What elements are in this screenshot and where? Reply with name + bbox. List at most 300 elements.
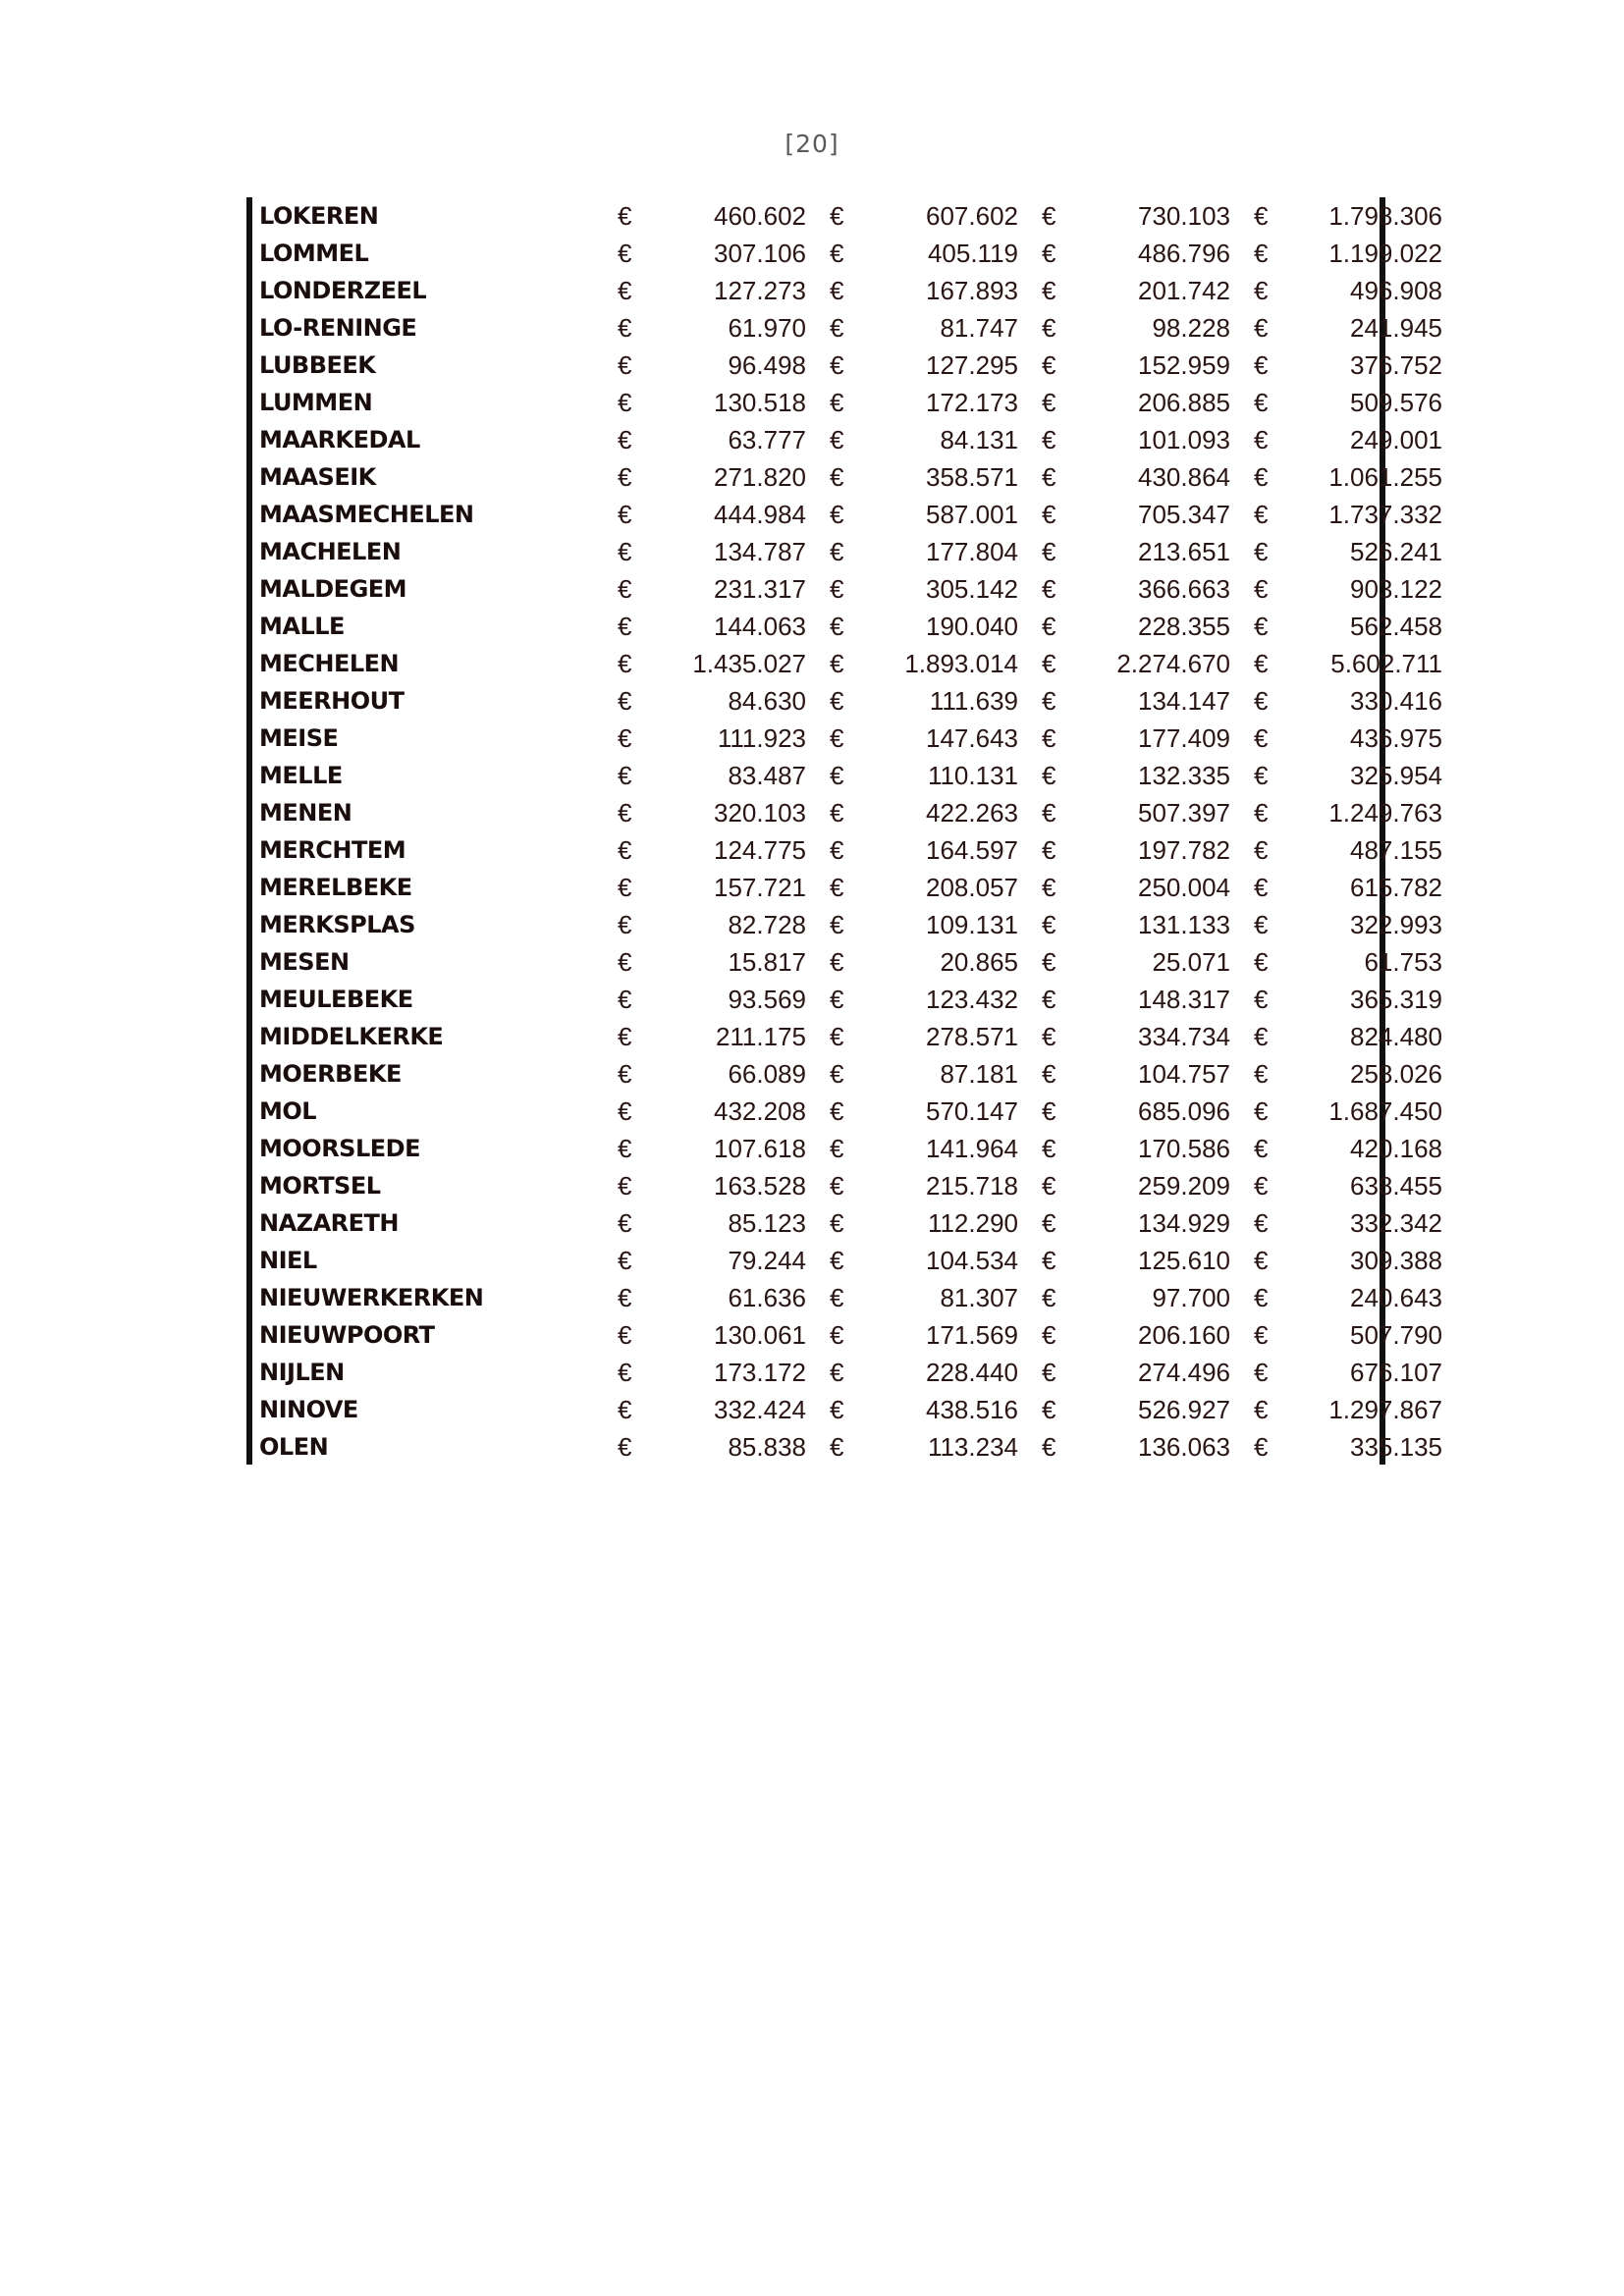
amount-column-1: 63.777 xyxy=(728,425,806,454)
euro-sign: € xyxy=(618,1432,632,1462)
amount-column-2: 405.119 xyxy=(927,239,1018,268)
euro-sign: € xyxy=(1042,761,1056,790)
amount-column-1: 79.244 xyxy=(728,1246,806,1275)
municipality-name: MAASEIK xyxy=(259,463,376,491)
municipality-name: MENEN xyxy=(259,799,352,827)
amount-column-4: 676.107 xyxy=(1350,1358,1442,1387)
table-row xyxy=(252,458,1456,496)
euro-sign: € xyxy=(1254,574,1269,604)
euro-sign: € xyxy=(618,723,632,753)
amount-column-4: 615.782 xyxy=(1350,873,1442,902)
amount-column-2: 171.569 xyxy=(926,1320,1018,1350)
amount-column-4: 376.752 xyxy=(1350,350,1442,380)
municipality-name: NIEL xyxy=(259,1247,317,1274)
amount-column-4: 309.388 xyxy=(1350,1246,1442,1275)
amount-column-4: 487.155 xyxy=(1350,835,1442,865)
table-row xyxy=(252,682,1456,720)
euro-sign: € xyxy=(618,1246,632,1275)
amount-column-2: 110.131 xyxy=(927,761,1018,790)
euro-sign: € xyxy=(1042,276,1056,305)
euro-sign: € xyxy=(1042,649,1056,678)
amount-column-1: 332.424 xyxy=(714,1395,806,1424)
amount-column-2: 147.643 xyxy=(926,723,1018,753)
euro-sign: € xyxy=(1254,462,1269,492)
euro-sign: € xyxy=(830,574,844,604)
euro-sign: € xyxy=(1254,1022,1269,1051)
euro-sign: € xyxy=(1254,649,1269,678)
euro-sign: € xyxy=(1042,1171,1056,1201)
euro-sign: € xyxy=(1254,1320,1269,1350)
amount-column-1: 307.106 xyxy=(714,239,806,268)
amount-column-1: 85.838 xyxy=(728,1432,806,1462)
table-row xyxy=(252,1018,1456,1055)
table-row xyxy=(252,1428,1456,1466)
amount-column-2: 358.571 xyxy=(926,462,1018,492)
table-row xyxy=(252,235,1456,272)
euro-sign: € xyxy=(1254,1432,1269,1462)
amount-column-3: 134.147 xyxy=(1138,686,1230,716)
municipality-name: LUMMEN xyxy=(259,389,373,416)
euro-sign: € xyxy=(830,1395,844,1424)
euro-sign: € xyxy=(1042,1283,1056,1312)
amount-column-3: 125.610 xyxy=(1138,1246,1230,1275)
euro-sign: € xyxy=(1254,947,1269,977)
euro-sign: € xyxy=(1042,1022,1056,1051)
amount-column-2: 109.131 xyxy=(926,910,1018,939)
amount-column-3: 507.397 xyxy=(1138,798,1230,828)
euro-sign: € xyxy=(1254,1395,1269,1424)
euro-sign: € xyxy=(618,462,632,492)
euro-sign: € xyxy=(1254,1358,1269,1387)
euro-sign: € xyxy=(1042,1432,1056,1462)
table-row xyxy=(252,1093,1456,1130)
euro-sign: € xyxy=(1254,612,1269,641)
euro-sign: € xyxy=(830,1208,844,1238)
euro-sign: € xyxy=(618,835,632,865)
table-row xyxy=(252,608,1456,645)
amount-column-4: 365.319 xyxy=(1350,985,1442,1014)
euro-sign: € xyxy=(1254,313,1269,343)
euro-sign: € xyxy=(1254,835,1269,865)
euro-sign: € xyxy=(830,947,844,977)
amount-column-4: 903.122 xyxy=(1350,574,1442,604)
amount-column-2: 112.290 xyxy=(927,1208,1018,1238)
municipality-name: MAASMECHELEN xyxy=(259,501,474,528)
amount-column-3: 274.496 xyxy=(1138,1358,1230,1387)
euro-sign: € xyxy=(1254,1059,1269,1089)
euro-sign: € xyxy=(618,500,632,529)
euro-sign: € xyxy=(1042,835,1056,865)
amount-column-2: 81.747 xyxy=(940,313,1018,343)
amount-column-1: 130.518 xyxy=(714,388,806,417)
municipality-name: MECHELEN xyxy=(259,650,400,677)
table-row xyxy=(252,1316,1456,1354)
amount-column-3: 136.063 xyxy=(1138,1432,1230,1462)
euro-sign: € xyxy=(1042,1059,1056,1089)
euro-sign: € xyxy=(1254,1208,1269,1238)
euro-sign: € xyxy=(618,910,632,939)
euro-sign: € xyxy=(830,1171,844,1201)
euro-sign: € xyxy=(1254,350,1269,380)
euro-sign: € xyxy=(830,1059,844,1089)
euro-sign: € xyxy=(1254,686,1269,716)
euro-sign: € xyxy=(618,313,632,343)
municipality-name: LONDERZEEL xyxy=(259,277,427,304)
euro-sign: € xyxy=(830,1246,844,1275)
amount-column-2: 20.865 xyxy=(940,947,1018,977)
table-row xyxy=(252,533,1456,570)
amount-column-2: 607.602 xyxy=(926,201,1018,231)
amount-column-3: 104.757 xyxy=(1138,1059,1230,1089)
euro-sign: € xyxy=(618,1283,632,1312)
euro-sign: € xyxy=(618,388,632,417)
euro-sign: € xyxy=(830,1358,844,1387)
euro-sign: € xyxy=(830,425,844,454)
euro-sign: € xyxy=(1042,947,1056,977)
amount-column-3: 148.317 xyxy=(1138,985,1230,1014)
amount-column-4: 1.737.332 xyxy=(1328,500,1442,529)
amount-column-4: 249.001 xyxy=(1350,425,1442,454)
municipality-name: MORTSEL xyxy=(259,1172,381,1200)
amount-column-2: 113.234 xyxy=(927,1432,1018,1462)
amount-column-4: 1.798.306 xyxy=(1328,201,1442,231)
amount-column-3: 132.335 xyxy=(1138,761,1230,790)
euro-sign: € xyxy=(830,500,844,529)
amount-column-4: 325.954 xyxy=(1350,761,1442,790)
euro-sign: € xyxy=(618,1022,632,1051)
euro-sign: € xyxy=(618,1320,632,1350)
euro-sign: € xyxy=(1042,388,1056,417)
euro-sign: € xyxy=(1254,1171,1269,1201)
euro-sign: € xyxy=(830,686,844,716)
euro-sign: € xyxy=(1042,723,1056,753)
euro-sign: € xyxy=(830,350,844,380)
municipality-name: MEERHOUT xyxy=(259,687,405,715)
euro-sign: € xyxy=(830,276,844,305)
euro-sign: € xyxy=(1042,574,1056,604)
municipality-name: MOL xyxy=(259,1097,317,1125)
amount-column-1: 271.820 xyxy=(714,462,806,492)
amount-column-3: 197.782 xyxy=(1138,835,1230,865)
euro-sign: € xyxy=(618,1358,632,1387)
amount-column-1: 130.061 xyxy=(714,1320,806,1350)
amount-column-2: 570.147 xyxy=(926,1096,1018,1126)
amount-column-2: 438.516 xyxy=(926,1395,1018,1424)
amount-column-2: 228.440 xyxy=(926,1358,1018,1387)
euro-sign: € xyxy=(618,798,632,828)
euro-sign: € xyxy=(1254,201,1269,231)
euro-sign: € xyxy=(830,388,844,417)
municipality-name: LOMMEL xyxy=(259,240,369,267)
amount-column-1: 163.528 xyxy=(714,1171,806,1201)
euro-sign: € xyxy=(618,947,632,977)
amount-column-1: 66.089 xyxy=(728,1059,806,1089)
table-row xyxy=(252,794,1456,831)
euro-sign: € xyxy=(618,1134,632,1163)
euro-sign: € xyxy=(830,1283,844,1312)
amount-column-2: 587.001 xyxy=(926,500,1018,529)
euro-sign: € xyxy=(830,462,844,492)
euro-sign: € xyxy=(618,761,632,790)
amount-column-2: 1.893.014 xyxy=(904,649,1018,678)
table-row xyxy=(252,943,1456,981)
amount-column-3: 101.093 xyxy=(1138,425,1230,454)
amount-column-1: 127.273 xyxy=(714,276,806,305)
amount-column-1: 432.208 xyxy=(714,1096,806,1126)
amount-column-1: 231.317 xyxy=(714,574,806,604)
amount-column-4: 1.297.867 xyxy=(1328,1395,1442,1424)
euro-sign: € xyxy=(1042,537,1056,566)
euro-sign: € xyxy=(830,239,844,268)
table-row xyxy=(252,869,1456,906)
municipality-table-frame xyxy=(246,197,1442,1465)
amount-column-3: 486.796 xyxy=(1138,239,1230,268)
euro-sign: € xyxy=(1042,425,1056,454)
amount-column-2: 111.639 xyxy=(929,686,1018,716)
table-row xyxy=(252,645,1456,682)
euro-sign: € xyxy=(1254,910,1269,939)
euro-sign: € xyxy=(1254,761,1269,790)
amount-column-4: 1.199.022 xyxy=(1328,239,1442,268)
amount-column-3: 730.103 xyxy=(1138,201,1230,231)
amount-column-2: 84.131 xyxy=(940,425,1018,454)
euro-sign: € xyxy=(1042,910,1056,939)
amount-column-4: 526.241 xyxy=(1350,537,1442,566)
amount-column-2: 215.718 xyxy=(926,1171,1018,1201)
amount-column-3: 97.700 xyxy=(1152,1283,1230,1312)
euro-sign: € xyxy=(1254,723,1269,753)
amount-column-4: 322.993 xyxy=(1350,910,1442,939)
amount-column-4: 1.687.450 xyxy=(1328,1096,1442,1126)
euro-sign: € xyxy=(1042,1320,1056,1350)
amount-column-4: 562.458 xyxy=(1350,612,1442,641)
table-row xyxy=(252,831,1456,869)
amount-column-2: 87.181 xyxy=(940,1059,1018,1089)
amount-column-3: 430.864 xyxy=(1138,462,1230,492)
euro-sign: € xyxy=(1042,462,1056,492)
euro-sign: € xyxy=(1042,985,1056,1014)
municipality-name: NAZARETH xyxy=(259,1209,399,1237)
amount-column-1: 93.569 xyxy=(728,985,806,1014)
municipality-name: MOORSLEDE xyxy=(259,1135,420,1162)
euro-sign: € xyxy=(618,201,632,231)
amount-column-4: 507.790 xyxy=(1350,1320,1442,1350)
euro-sign: € xyxy=(618,1096,632,1126)
amount-column-4: 1.249.763 xyxy=(1328,798,1442,828)
municipality-name: NIEUWERKERKEN xyxy=(259,1284,484,1311)
amount-column-3: 685.096 xyxy=(1138,1096,1230,1126)
table-row xyxy=(252,1242,1456,1279)
euro-sign: € xyxy=(618,686,632,716)
euro-sign: € xyxy=(1254,500,1269,529)
municipality-amounts-table xyxy=(252,197,1456,1466)
amount-column-1: 124.775 xyxy=(714,835,806,865)
table-row xyxy=(252,384,1456,421)
amount-column-4: 436.975 xyxy=(1350,723,1442,753)
euro-sign: € xyxy=(1254,239,1269,268)
table-row xyxy=(252,197,1456,235)
amount-column-3: 177.409 xyxy=(1138,723,1230,753)
amount-column-4: 638.455 xyxy=(1350,1171,1442,1201)
euro-sign: € xyxy=(1254,537,1269,566)
table-row xyxy=(252,906,1456,943)
euro-sign: € xyxy=(1042,686,1056,716)
euro-sign: € xyxy=(1254,1246,1269,1275)
amount-column-2: 123.432 xyxy=(926,985,1018,1014)
euro-sign: € xyxy=(618,1171,632,1201)
euro-sign: € xyxy=(618,649,632,678)
table-row xyxy=(252,496,1456,533)
amount-column-3: 25.071 xyxy=(1152,947,1230,977)
table-row xyxy=(252,981,1456,1018)
euro-sign: € xyxy=(1254,873,1269,902)
amount-column-1: 61.636 xyxy=(728,1283,806,1312)
amount-column-3: 206.885 xyxy=(1138,388,1230,417)
amount-column-3: 206.160 xyxy=(1138,1320,1230,1350)
municipality-name: LO-RENINGE xyxy=(259,314,417,342)
table-row xyxy=(252,1055,1456,1093)
amount-column-2: 305.142 xyxy=(926,574,1018,604)
municipality-name: MACHELEN xyxy=(259,538,402,565)
euro-sign: € xyxy=(830,798,844,828)
municipality-name: NIEUWPOORT xyxy=(259,1321,435,1349)
euro-sign: € xyxy=(618,873,632,902)
municipality-name: MOERBEKE xyxy=(259,1060,402,1088)
euro-sign: € xyxy=(830,1022,844,1051)
amount-column-1: 173.172 xyxy=(714,1358,806,1387)
municipality-name: MEULEBEKE xyxy=(259,986,413,1013)
euro-sign: € xyxy=(618,425,632,454)
municipality-name: MALDEGEM xyxy=(259,575,407,603)
amount-column-2: 177.804 xyxy=(926,537,1018,566)
amount-column-2: 422.263 xyxy=(926,798,1018,828)
amount-column-2: 164.597 xyxy=(926,835,1018,865)
euro-sign: € xyxy=(1042,350,1056,380)
municipality-name: MEISE xyxy=(259,724,339,752)
euro-sign: € xyxy=(1042,239,1056,268)
euro-sign: € xyxy=(618,350,632,380)
municipality-name: NIJLEN xyxy=(259,1359,345,1386)
euro-sign: € xyxy=(830,761,844,790)
amount-column-4: 335.135 xyxy=(1350,1432,1442,1462)
amount-column-4: 1.061.255 xyxy=(1328,462,1442,492)
amount-column-3: 366.663 xyxy=(1138,574,1230,604)
table-row xyxy=(252,1354,1456,1391)
table-row xyxy=(252,757,1456,794)
amount-column-3: 526.927 xyxy=(1138,1395,1230,1424)
euro-sign: € xyxy=(830,985,844,1014)
amount-column-1: 444.984 xyxy=(714,500,806,529)
euro-sign: € xyxy=(830,1134,844,1163)
amount-column-2: 81.307 xyxy=(940,1283,1018,1312)
euro-sign: € xyxy=(618,537,632,566)
amount-column-3: 2.274.670 xyxy=(1116,649,1230,678)
amount-column-1: 85.123 xyxy=(728,1208,806,1238)
municipality-name: MALLE xyxy=(259,613,345,640)
euro-sign: € xyxy=(1042,873,1056,902)
table-row xyxy=(252,1279,1456,1316)
table-row xyxy=(252,720,1456,757)
amount-column-4: 509.576 xyxy=(1350,388,1442,417)
municipality-name: LUBBEEK xyxy=(259,351,376,379)
euro-sign: € xyxy=(830,201,844,231)
euro-sign: € xyxy=(1042,500,1056,529)
amount-column-4: 61.753 xyxy=(1364,947,1442,977)
amount-column-4: 5.602.711 xyxy=(1330,649,1442,678)
amount-column-1: 144.063 xyxy=(714,612,806,641)
euro-sign: € xyxy=(618,612,632,641)
municipality-name: MELLE xyxy=(259,762,343,789)
euro-sign: € xyxy=(830,612,844,641)
amount-column-3: 201.742 xyxy=(1138,276,1230,305)
amount-column-2: 127.295 xyxy=(926,350,1018,380)
euro-sign: € xyxy=(618,574,632,604)
euro-sign: € xyxy=(1254,425,1269,454)
euro-sign: € xyxy=(1254,276,1269,305)
amount-column-3: 98.228 xyxy=(1152,313,1230,343)
table-row xyxy=(252,570,1456,608)
amount-column-4: 240.643 xyxy=(1350,1283,1442,1312)
amount-column-1: 460.602 xyxy=(714,201,806,231)
euro-sign: € xyxy=(830,537,844,566)
amount-column-2: 208.057 xyxy=(926,873,1018,902)
euro-sign: € xyxy=(1254,1283,1269,1312)
euro-sign: € xyxy=(618,1059,632,1089)
table-row xyxy=(252,309,1456,347)
table-row xyxy=(252,1204,1456,1242)
euro-sign: € xyxy=(1042,798,1056,828)
euro-sign: € xyxy=(830,910,844,939)
euro-sign: € xyxy=(1042,1096,1056,1126)
table-row xyxy=(252,1130,1456,1167)
euro-sign: € xyxy=(1042,612,1056,641)
amount-column-3: 228.355 xyxy=(1138,612,1230,641)
euro-sign: € xyxy=(618,1208,632,1238)
amount-column-1: 61.970 xyxy=(728,313,806,343)
amount-column-3: 250.004 xyxy=(1138,873,1230,902)
municipality-name: MIDDELKERKE xyxy=(259,1023,444,1050)
table-row xyxy=(252,1391,1456,1428)
euro-sign: € xyxy=(1042,1134,1056,1163)
amount-column-3: 259.209 xyxy=(1138,1171,1230,1201)
amount-column-4: 332.342 xyxy=(1350,1208,1442,1238)
euro-sign: € xyxy=(1254,388,1269,417)
amount-column-1: 320.103 xyxy=(714,798,806,828)
euro-sign: € xyxy=(1042,1358,1056,1387)
euro-sign: € xyxy=(1254,1096,1269,1126)
euro-sign: € xyxy=(1254,1134,1269,1163)
amount-column-3: 170.586 xyxy=(1138,1134,1230,1163)
amount-column-1: 111.923 xyxy=(717,723,806,753)
amount-column-4: 824.480 xyxy=(1350,1022,1442,1051)
municipality-name: MERKSPLAS xyxy=(259,911,415,938)
amount-column-1: 134.787 xyxy=(714,537,806,566)
municipality-name: MESEN xyxy=(259,948,350,976)
euro-sign: € xyxy=(1042,1246,1056,1275)
euro-sign: € xyxy=(618,276,632,305)
amount-column-1: 82.728 xyxy=(728,910,806,939)
euro-sign: € xyxy=(1042,1395,1056,1424)
euro-sign: € xyxy=(830,873,844,902)
amount-column-4: 241.945 xyxy=(1350,313,1442,343)
amount-column-4: 420.168 xyxy=(1350,1134,1442,1163)
municipality-name: MAARKEDAL xyxy=(259,426,420,454)
table-row xyxy=(252,272,1456,309)
table-row xyxy=(252,421,1456,458)
euro-sign: € xyxy=(618,985,632,1014)
municipality-name: MERELBEKE xyxy=(259,874,412,901)
amount-column-2: 141.964 xyxy=(926,1134,1018,1163)
